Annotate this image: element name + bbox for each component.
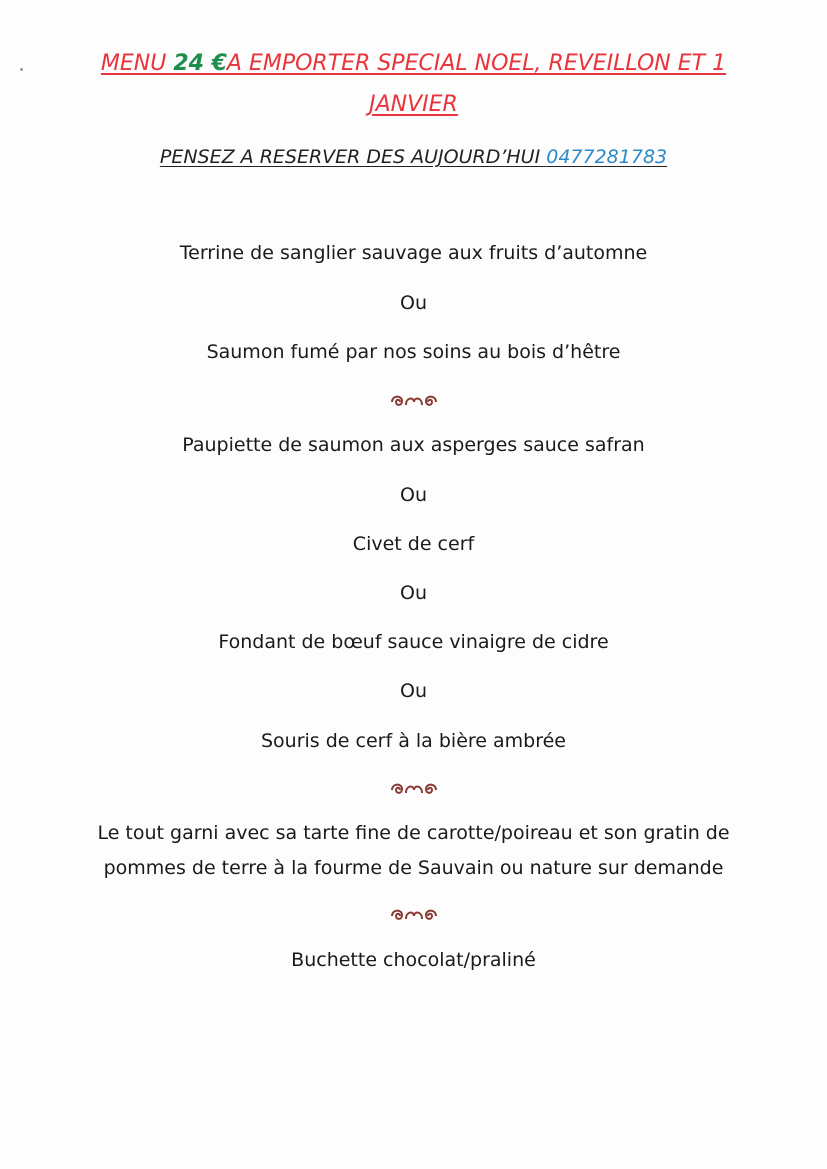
main-souris: Souris de cerf à la bière ambrée xyxy=(260,730,566,752)
reservation-notice xyxy=(0,146,827,168)
starter-terrine: Terrine de sanglier sauvage aux fruits d’automne xyxy=(179,242,648,264)
ornament-icon xyxy=(388,780,440,798)
or-separator: Ou xyxy=(400,484,427,506)
side-dishes-line1: Le tout garni avec sa tarte fine de carotte/poireau et son gratin de xyxy=(97,822,730,844)
or-separator: Ou xyxy=(400,292,427,314)
course-divider-ornament xyxy=(0,780,827,802)
or-separator: Ou xyxy=(400,582,427,604)
ornament-icon xyxy=(388,906,440,924)
course-divider-ornament xyxy=(0,392,827,414)
menu-price: 24 € xyxy=(173,51,227,76)
main-paupiette: Paupiette de saumon aux asperges sauce safran xyxy=(182,434,645,456)
main-civet: Civet de cerf xyxy=(352,533,475,555)
dessert-buchette: Buchette chocolat/praliné xyxy=(291,949,536,971)
reservation-text: PENSEZ A RESERVER DES AUJOURD’HUI xyxy=(159,146,547,168)
main-fondant: Fondant de bœuf sauce vinaigre de cidre xyxy=(218,631,609,653)
menu-title-continued: JANVIER xyxy=(369,92,458,117)
ornament-icon xyxy=(388,392,440,410)
title-prefix: MENU xyxy=(100,51,174,76)
side-dishes-line2: pommes de terre à la fourme de Sauvain ou nature sur demande xyxy=(103,857,724,879)
starter-saumon: Saumon fumé par nos soins au bois d’hêtre xyxy=(206,341,621,363)
phone-number: 0477281783 xyxy=(546,146,668,168)
title-suffix: A EMPORTER SPECIAL NOEL, REVEILLON ET 1 xyxy=(226,51,727,76)
menu-title xyxy=(0,51,827,76)
or-separator: Ou xyxy=(400,680,427,702)
course-divider-ornament xyxy=(0,906,827,928)
